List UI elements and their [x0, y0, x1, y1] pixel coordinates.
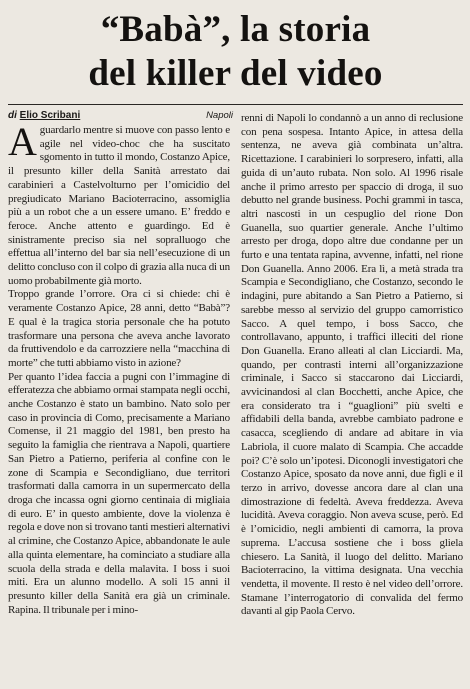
article-paragraph	[8, 119, 230, 288]
article-paragraph: Troppo grande l’orrore. Ora ci si chiede: chi è veramente Costanzo Apice, 28 anni, detto “Babà”? E qual è la tragica storia personale che ha potuto trasformare una persona che aveva anche lavorato da fruttivendolo e da carrozziere nella “macchina di morte” che tutti abbiamo visto in azione?	[8, 288, 230, 369]
byline-author: Elio Scribani	[19, 110, 81, 121]
byline-prefix: di	[8, 110, 17, 121]
article-paragraph: renni di Napoli lo condannò a un anno di reclusione con pena sospesa. Intanto Apice, in attesa della sentenza, ne aveva già combinata un’altra. Ricettazione. I carabinieri lo sorpresero, infatti, alla guida di un’auto rubata. Non solo. Al 1996 risale anche il primo arresto per spaccio di droga, il suo debutto nel grande business. Pochi grammi in tasca, altri nascosti in un cespuglio del rione Don Guanella, suo quartier generale. Anche l’ultimo arresto per droga, dopo altre due condanne per un furto e una tentata rapina, avvenne, infatti, nel rione Don Guanella. Anno 2006. Era lì, a metà strada tra Scampia e Secondigliano, che Costanzo, secondo le indagini, pure abitando a San Pietro a Patierno, si sarebbe messo al servizio del gruppo camorristico Sacco. A quel tempo, i boss Sacco, che controllavano, appunto, i traffici illeciti del rione Don Guanella. Erano alleati al clan Licciardi. Ma, quando, per contrasti interni all’organizzazione criminale, i Sacco si staccarono dai Licciardi, avvicinandosi al clan Bocchetti, anche Apice, che era considerato tra i “guaglioni” più svelti e affidabili della banda, avrebbe cambiato padrone e casacca, scegliendo di andare ad abitare in via Labriola, il cuore malato di Scampia. Che accadde poi? C’è solo un’ipotesi. Diconogli investigatori che Costanzo Apice, sposato da nove anni, due figli e il terzo in arrivo, dovesse ancora dare al clan una dimostrazione di fedeltà. Aveva freddezza. Aveva lucidità. Aveva coraggio. Non aveva scuse, però. Ed è l’omicidio, negli ambienti di camorra, la prova suprema. L’accusa sostiene che i boss gliela chiesero. La Sanità, il luogo del delitto. Mariano Bacioterracino, la vittima designata. Una vecchia vendetta, il movente. Il resto è nel video dell’orrore. Stamane l’interrogatorio di convalida del fermo davanti al gip Paola Cervo.	[241, 112, 463, 618]
headline-divider	[8, 104, 463, 105]
article-paragraph: Per quanto l’idea faccia a pugni con l’immagine di efferatezza che abbiamo ormai stampata negli occhi, anche Costanzo è stato un bambino. Nato solo per caso in provincia di Como, precisamente a Mariano Comense, il 21 maggio del 1981, ben presto ha seguito la famiglia che rientrava a Napoli, quartiere San Pietro a Patierno, periferia al confine con le zone di Scampia e Secondigliano, due territori trasformati dalla camorra in un supermercato della droga che incassa ogni giorno centinaia di migliaia di euro. E’ in questo ambiente, dove la violenza è regola e dove non si trovano tanti mestieri alternativi al crimine, che Costanzo Apice, abbandonate le aule alla quinta elementare, ha cominciato a studiare alla scuola della strada e della malavita. I boss i suoi miti. Era un alunno modello. A soli 15 anni il presunto killer della Sanità era già un criminale. Rapina. Il tribunale per i mino-	[8, 370, 230, 616]
drop-cap: A	[8, 119, 37, 164]
byline-location: Napoli	[206, 110, 233, 121]
article-column-right	[241, 112, 463, 619]
headline	[8, 8, 463, 96]
article-paragraph-text: guardarlo mentre si muove con passo lento e agile nel video-choc che ha suscitato sgomento in tutto il mondo, Costanzo Apice, il presunto killer della Sanità arrestato dai carabinieri a Castelvolturno per l’omicidio del pregiudicato Mariano Bacioterracino, assomiglia più a un robot che a un essere umano. E’ freddo e feroce. Anche attento e guardingo. Ed è sinistramente preciso sia nel sopralluogo che effettua all’interno del bar sia nell’esecuzione di un delitto concluso con il colpo di grazia alla nuca di un uomo probabilmente già morto.	[8, 124, 230, 287]
article-column-left	[8, 119, 230, 619]
headline-line-1: “Babà”, la storia	[100, 9, 371, 50]
headline-line-2: del killer del video	[88, 53, 383, 94]
